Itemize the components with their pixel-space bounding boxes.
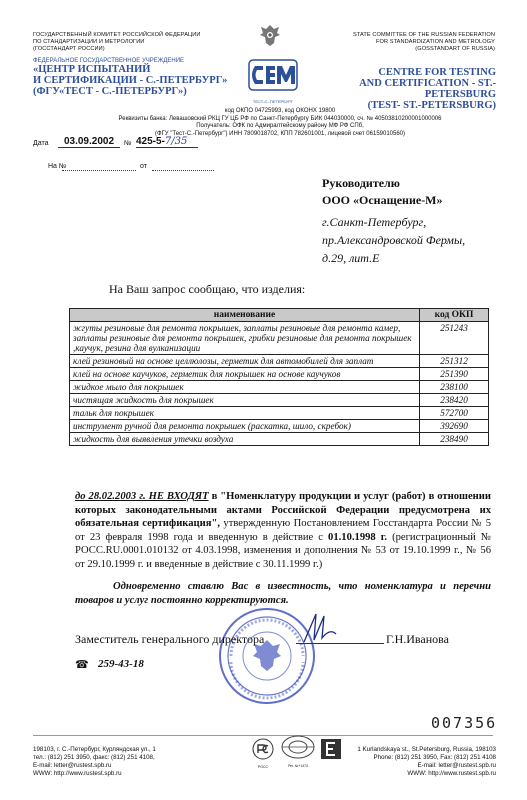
- phone-icon: ☎: [75, 659, 89, 671]
- okp-code: 251312: [420, 355, 489, 368]
- table-row: [70, 420, 489, 433]
- serial-number: 007356: [431, 714, 498, 732]
- okp-code: 238420: [420, 394, 489, 407]
- ref-label: На №: [48, 163, 67, 170]
- mark-caption: РОСС: [257, 765, 269, 769]
- table-row: [70, 394, 489, 407]
- footer-email: E-mail: letter@rustest.spb.ru: [33, 762, 112, 769]
- addressee-address: г.Санкт-Петербург,: [322, 215, 427, 229]
- ministry-line: (GOSSTANDART OF RUSSIA): [415, 46, 495, 52]
- footer-email: E-mail: letter@rustest.spb.ru: [417, 762, 496, 769]
- status-phrase: до 28.02.2003 г. НЕ ВХОДЯТ: [75, 491, 209, 502]
- number-handwritten: 7/35: [164, 136, 188, 147]
- header-left-institution: [33, 58, 243, 97]
- handwritten-signature: [300, 610, 340, 646]
- ministry-line: (ГОССТАНДАРТ РОССИИ): [33, 46, 105, 52]
- footer-left-contacts: [33, 746, 223, 778]
- notice-paragraph: Одновременно ставлю Вас в известность, что номенклатура и перечни товаров и услуг постоянно корректируются.: [75, 581, 491, 606]
- nomenclature-title: в "Номенклатуру продукции и услуг (работ) в отношении которых законодательными актами Российской Федерации предусмотрена их обязательная сертификация",: [75, 491, 491, 530]
- institution-name: (TEST- ST.-PETERSBURG): [367, 100, 496, 111]
- rst-certification-icon: [252, 738, 274, 769]
- addressee-block: [322, 175, 512, 267]
- intro-text: На Ваш запрос сообщаю, что изделия:: [109, 282, 306, 296]
- product-name: клей на основе каучуков, герметик для покрышек на основе каучуков: [70, 368, 420, 381]
- date-label: Дата: [33, 140, 49, 147]
- number-label: №: [124, 140, 132, 147]
- ref-date-line: [152, 170, 214, 171]
- table-row: [70, 407, 489, 420]
- header-right-institution: [306, 67, 496, 111]
- institution-name: CENTRE FOR TESTING: [378, 67, 496, 78]
- logo-caption: ТЕСТ-С.-ПЕТЕРБУРГ: [252, 99, 294, 104]
- okp-code: 238100: [420, 381, 489, 394]
- ref-number-line: [62, 170, 136, 171]
- product-name: чистящая жидкость для покрышек: [70, 394, 420, 407]
- table-row: [70, 433, 489, 446]
- okp-code: 392690: [420, 420, 489, 433]
- product-name: жидкость для выявления утечки воздуха: [70, 433, 420, 446]
- okp-code: 572700: [420, 407, 489, 420]
- ministry-line: ПО СТАНДАРТИЗАЦИИ И МЕТРОЛОГИИ: [33, 39, 145, 45]
- okp-code: 251243: [420, 322, 489, 355]
- footer-address: 198103, г. С.-Петербург, Курляндская ул., 1: [33, 746, 156, 753]
- number-value: [136, 136, 198, 148]
- addressee-title: Руководителю: [322, 176, 400, 190]
- okp-code: 251390: [420, 368, 489, 381]
- bank-line: Получатель: ОФК по Адмиралтейскому району МФ РФ СПб,: [196, 123, 364, 130]
- footer-phone: тел.: (812) 251 3950, факс: (812) 251 4108,: [33, 754, 155, 761]
- ref-date-label: от: [140, 163, 147, 170]
- okp-table: [69, 308, 489, 446]
- column-header-code: код ОКП: [420, 309, 489, 322]
- column-header-name: наименование: [70, 309, 420, 322]
- phone-number: 259-43-18: [98, 658, 144, 670]
- effective-date: 01.10.1998 г.: [328, 531, 388, 543]
- signatory-title: Заместитель генерального директора: [75, 632, 265, 646]
- number-printed: 425-5-: [136, 136, 165, 147]
- body-paragraph: [75, 490, 491, 572]
- institution-name: «ЦЕНТР ИСПЫТАНИЙ: [33, 64, 151, 75]
- accreditation-mark-icon: [280, 735, 316, 768]
- table-header-row: [70, 309, 489, 322]
- table-row: [70, 381, 489, 394]
- ministry-line: FOR STANDARDIZATION AND METROLOGY: [375, 39, 495, 45]
- table-row: [70, 355, 489, 368]
- product-name: тальк для покрышек: [70, 407, 420, 420]
- bank-details: [60, 108, 500, 138]
- ministry-line: ГОСУДАРСТВЕННЫЙ КОМИТЕТ РОССИЙСКОЙ ФЕДЕРАЦИИ: [33, 32, 201, 38]
- header-right-ministry: [330, 32, 495, 53]
- product-name: жгуты резиновые для ремонта покрышек, заплаты резиновые для ремонта камер, заплаты резиновые для ремонта покрышек, грибки резиновые для ремонта покрышек ,каучук, резина для вулканизации: [70, 322, 420, 355]
- signatory-name: Г.Н.Иванова: [386, 632, 450, 646]
- footer-phone: Phone: (812) 251 3950, Fax: (812) 251 4108: [373, 754, 496, 761]
- footer-divider: [33, 735, 493, 736]
- footer-right-contacts: [350, 746, 496, 778]
- okp-code: 238490: [420, 433, 489, 446]
- product-name: клей резиновый на основе целлюлозы, герметик для автомобилей для заплат: [70, 355, 420, 368]
- institution-name: AND CERTIFICATION - ST.-PETERSBURG: [359, 78, 496, 100]
- bank-line: Реквизиты банка: Левашовский РКЦ ГУ ЦБ РФ по Санкт-Петербургу БИК 044030000, сч. № 40503810200001000006: [118, 115, 442, 122]
- header-left-ministry: [33, 32, 233, 53]
- table-row: [70, 322, 489, 355]
- bank-codes: код ОКПО 04725993, код ОКОНХ 19800: [224, 108, 336, 114]
- institution-type: ФЕДЕРАЛЬНОЕ ГОСУДАРСТВЕННОЕ УЧРЕЖДЕНИЕ: [33, 58, 185, 64]
- eagle-emblem-icon: [257, 22, 283, 48]
- product-name: инструмент ручной для ремонта покрышек (раскатка, шило, скребок): [70, 420, 420, 433]
- footer-address: 1 Kurlandskaya st., St.Petersburg, Russia, 198103: [357, 746, 496, 753]
- ministry-line: STATE COMMITTEE OF THE RUSSIAN FEDERATION: [353, 32, 495, 38]
- institution-name: (ФГУ«ТЕСТ - С.-ПЕТЕРБУРГ»): [33, 86, 187, 97]
- signature-line: [296, 643, 384, 644]
- body-text: утвержденную Постановлением Госстандарта России № 5 от 23 февраля 1998 года и введенную в действие с: [75, 518, 491, 543]
- date-value: 03.09.2002: [58, 136, 120, 148]
- footer-website: WWW: http://www.rustest.spb.ru: [407, 770, 496, 777]
- addressee-address: д.29, лит.Е: [322, 251, 380, 265]
- institution-name: И СЕРТИФИКАЦИИ - С.-ПЕТЕРБУРГ»: [33, 75, 228, 86]
- bank-line: (ФГУ "Тест-С.-Петербург") ИНН 7809018702, КПП 782601001, лицевой счет 06159010560): [154, 130, 406, 137]
- footer-website: WWW: http://www.rustest.spb.ru: [33, 770, 122, 777]
- eurocert-mark-icon: [320, 738, 342, 760]
- product-name: жидкое мыло для покрышек: [70, 381, 420, 394]
- addressee-org: ООО «Оснащение-М»: [322, 193, 443, 207]
- body-text: (регистрационный № РОСС.RU.0001.010132 от 4.03.1998, изменения и дополнения № 53 от 19.10.1999 г., № 56 от 29.10.1999 г. и введенные в действие с 30.11.1999 г.): [75, 531, 491, 570]
- test-spb-logo: [245, 58, 301, 102]
- table-row: [70, 368, 489, 381]
- addressee-address: пр.Александровской Фермы,: [322, 233, 466, 247]
- mark-caption: Рег. №+1474: [288, 764, 308, 768]
